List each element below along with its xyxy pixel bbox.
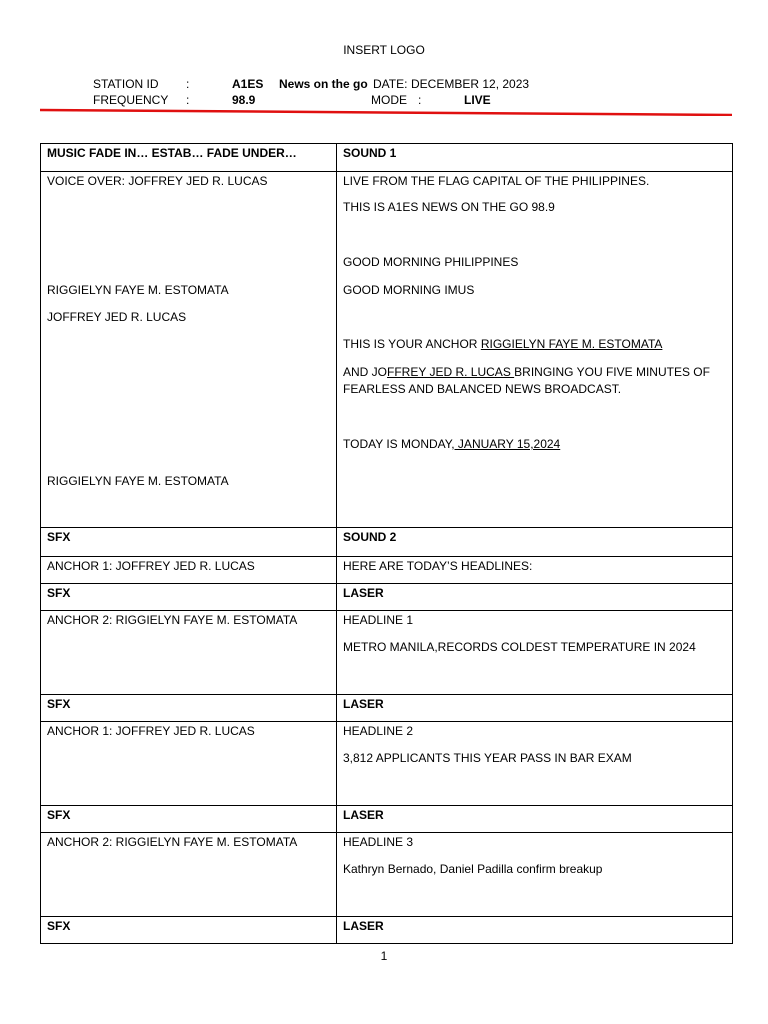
logo-placeholder: INSERT LOGO — [343, 43, 425, 57]
headline-label: HEADLINE 3 — [343, 835, 414, 849]
cue-cell — [41, 172, 337, 528]
script-line: THIS IS A1ES NEWS ON THE GO 98.9 — [343, 200, 555, 214]
audio-cell: LASER — [337, 917, 733, 944]
script-line — [343, 365, 710, 379]
cue-cell: SFX — [41, 806, 337, 833]
cue-cell: ANCHOR 1: JOFFREY JED R. LUCAS — [41, 557, 337, 584]
headline-text: METRO MANILA,RECORDS COLDEST TEMPERATURE IN 2024 — [343, 640, 696, 654]
audio-cell — [337, 833, 733, 917]
audio-cell: LASER — [337, 584, 733, 611]
script-text: AND JO — [343, 365, 388, 379]
script-text: TODAY IS MONDAY — [343, 437, 452, 451]
station-id-label: STATION ID — [93, 77, 159, 91]
audio-cell — [337, 611, 733, 695]
cue-cell: ANCHOR 2: RIGGIELYN FAYE M. ESTOMATA — [41, 833, 337, 917]
audio-cell — [337, 172, 733, 528]
script-line: GOOD MORNING IMUS — [343, 283, 475, 297]
table-row — [41, 144, 733, 172]
cue-cell: ANCHOR 1: JOFFREY JED R. LUCAS — [41, 722, 337, 806]
headline-label: HEADLINE 1 — [343, 613, 414, 627]
date-value: DECEMBER 12, 2023 — [411, 77, 530, 91]
script-line: GOOD MORNING PHILIPPINES — [343, 255, 519, 269]
table-row — [41, 528, 733, 557]
table-row — [41, 806, 733, 833]
script-line: FEARLESS AND BALANCED NEWS BROADCAST. — [343, 382, 622, 396]
headline-text: 3,812 APPLICANTS THIS YEAR PASS IN BAR EXAM — [343, 751, 632, 765]
table-row — [41, 695, 733, 722]
table-row — [41, 584, 733, 611]
speaker-line: RIGGIELYN FAYE M. ESTOMATA — [47, 283, 229, 297]
station-id-colon: : — [186, 77, 190, 91]
script-line: LIVE FROM THE FLAG CAPITAL OF THE PHILIPPINES. — [343, 174, 650, 188]
audio-cell: HERE ARE TODAY’S HEADLINES: — [337, 557, 733, 584]
frequency-colon: : — [186, 93, 190, 107]
mode-colon: : — [418, 93, 422, 107]
table-row — [41, 833, 733, 917]
program-name: News on the go — [279, 77, 368, 91]
cue-cell: ANCHOR 2: RIGGIELYN FAYE M. ESTOMATA — [41, 611, 337, 695]
audio-cell: LASER — [337, 695, 733, 722]
table-row — [41, 611, 733, 695]
table-row — [41, 172, 733, 528]
header-divider — [40, 108, 732, 116]
speaker-line: RIGGIELYN FAYE M. ESTOMATA — [47, 474, 229, 488]
cue-cell: SFX — [41, 917, 337, 944]
audio-cell: SOUND 2 — [337, 528, 733, 557]
audio-cell — [337, 722, 733, 806]
script-text: THIS IS YOUR ANCHOR — [343, 337, 481, 351]
audio-cell: SOUND 1 — [337, 144, 733, 172]
script-text: BRINGING YOU FIVE MINUTES OF — [514, 365, 710, 379]
mode-value: LIVE — [464, 93, 491, 107]
headline-text: Kathryn Bernado, Daniel Padilla confirm breakup — [343, 862, 603, 876]
table-row — [41, 917, 733, 944]
cue-cell: SFX — [41, 584, 337, 611]
cue-cell: SFX — [41, 528, 337, 557]
date-underlined: , JANUARY 15,2024 — [451, 437, 561, 451]
script-line — [343, 437, 560, 451]
anchor-name-underlined: FFREY JED R. LUCAS — [387, 365, 515, 379]
mode-label: MODE — [371, 93, 407, 107]
page-number: 1 — [380, 949, 388, 963]
voice-over-line: VOICE OVER: JOFFREY JED R. LUCAS — [47, 174, 268, 188]
script-line — [343, 337, 662, 351]
script-table — [40, 143, 733, 944]
headline-label: HEADLINE 2 — [343, 724, 414, 738]
frequency-label: FREQUENCY — [93, 93, 169, 107]
cue-cell: SFX — [41, 695, 337, 722]
table-row — [41, 557, 733, 584]
table-row — [41, 722, 733, 806]
anchor-name-underlined: RIGGIELYN FAYE M. ESTOMATA — [480, 337, 663, 351]
cue-cell: MUSIC FADE IN… ESTAB… FADE UNDER… — [41, 144, 337, 172]
frequency-value: 98.9 — [232, 93, 256, 107]
speaker-line: JOFFREY JED R. LUCAS — [47, 310, 187, 324]
date-label: DATE: — [373, 77, 408, 91]
audio-cell: LASER — [337, 806, 733, 833]
station-id-value: A1ES — [232, 77, 264, 91]
